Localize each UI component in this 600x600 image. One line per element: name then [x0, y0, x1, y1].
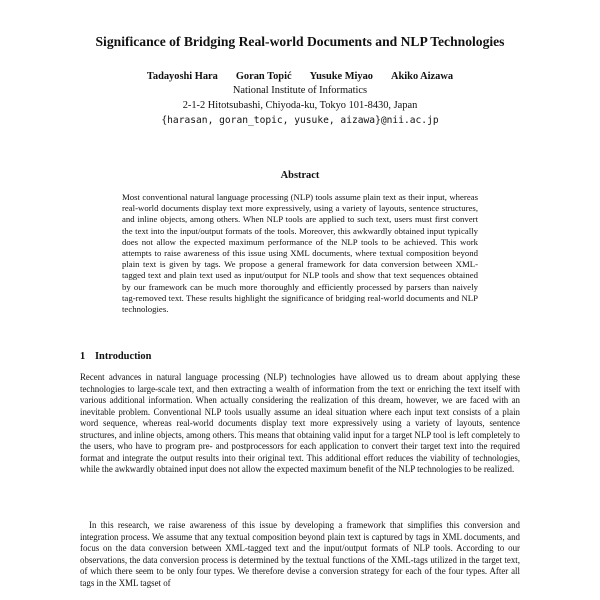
- paper-title: Significance of Bridging Real-world Documents and NLP Technologies: [95, 34, 505, 49]
- author-name: Yusuke Miyao: [309, 71, 373, 82]
- author-name: Tadayoshi Hara: [146, 71, 218, 82]
- address: 2-1-2 Hitotsubashi, Chiyoda-ku, Tokyo 101-8430, Japan: [182, 100, 418, 111]
- body-paragraph: Recent advances in natural language processing (NLP) technologies have allowed us to dream about applying these technologies to large-scale text, and then extracting a wealth of information from the text or enriching the text itself with various additional information. When actually considering the realization of this dream, however, we are faced with an inevitable problem. Conventional NLP tools usually assume an ideal situation where each input text consists of a plain word sequence, whereas real-world documents display text more expressively using a variety of layouts, sentence structures, and inline objects, among others. This means that obtaining valid input for a target NLP tool is left completely to the users, who have to program pre- and postprocessors for each application to convert their target text into the required format and integrate the output results into their original text. This additional effort reduces the viability of technologies, while the awkwardly obtained input does not allow the expected maximum benefit of the NLP technologies to be realized.: [80, 372, 520, 475]
- abstract-text: Most conventional natural language processing (NLP) tools assume plain text as their input, whereas real-world documents display text more expressively, using a variety of layouts, sentence structures, and inline objects, among others. When NLP tools are applied to such text, users must first convert the text into the input/output formats of the tools. Moreover, this awkwardly obtained input typically does not allow the expected maximum performance of the NLP tools to be achieved. This work attempts to raise awareness of this issue using XML documents, where textual composition beyond plain text is given by tags. We propose a general framework for data conversion between XML-tagged text and plain text used as input/output for NLP tools and show that text sequences obtained by our framework can be much more thoroughly and efficiently processed by parsers than naively tag-removed text. These results highlight the significance of bridging real-world documents and NLP technologies.: [122, 192, 478, 315]
- author-list: [0, 70, 600, 84]
- author-emails: {harasan, goran_topic, yusuke, aizawa}@nii.ac.jp: [161, 115, 439, 126]
- author-name: Akiko Aizawa: [391, 71, 454, 82]
- section-heading: [80, 350, 151, 364]
- affiliation: National Institute of Informatics: [232, 85, 368, 96]
- section-title: Introduction: [95, 351, 152, 362]
- body-paragraph: In this research, we raise awareness of this issue by developing a framework that simplifies this conversion and integration process. We assume that any textual composition beyond plain text is captured by tags in XML documents, and focus on the data conversion between XML-tagged text and the input/output formats of NLP tools. According to our observations, the data conversion process is determined by the textual functions of the XML-tags utilized in the target text, of which there seem to be only four types. We therefore devise a conversion strategy for each of the four types. After all tags in the XML tagset of: [80, 520, 520, 588]
- abstract-heading: Abstract: [280, 170, 320, 181]
- author-name: Goran Topić: [235, 71, 292, 82]
- section-number: 1: [80, 351, 86, 362]
